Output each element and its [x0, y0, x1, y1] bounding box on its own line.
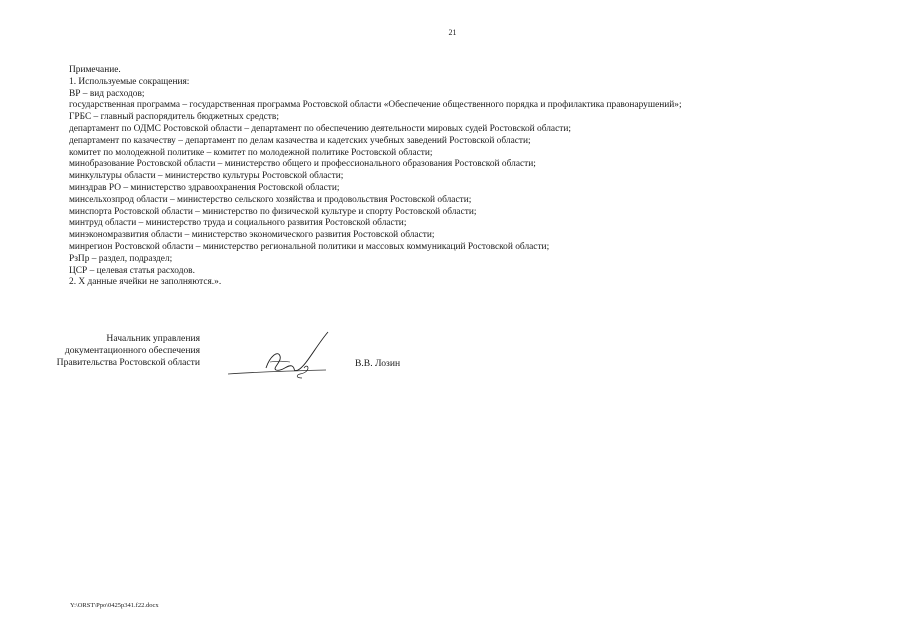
- notes-section: [69, 65, 869, 289]
- signer-name: В.В. Лозин: [355, 358, 401, 369]
- abbreviation-line: ВР – вид расходов;: [69, 88, 145, 99]
- abbreviations-heading: 1. Используемые сокращения:: [69, 76, 190, 87]
- abbreviation-line: минрегион Ростовской области – министерство региональной политики и массовых коммуникаций Ростовской области;: [69, 241, 550, 252]
- notes-heading: Примечание.: [69, 65, 121, 75]
- abbreviation-line: минкультуры области – министерство культуры Ростовской области;: [69, 171, 344, 182]
- abbreviation-line: департамент по казачеству – департамент по делам казачества и кадетских учебных заведений Ростовской области;: [69, 135, 531, 146]
- abbreviation-line: минобразование Ростовской области – министерство общего и профессионального образования Ростовской области;: [69, 159, 536, 170]
- abbreviation-line: ГРБС – главный распорядитель бюджетных средств;: [69, 112, 279, 123]
- abbreviation-line: департамент по ОДМС Ростовской области – департамент по обеспечению деятельности мировых судей Ростовской области;: [69, 123, 571, 134]
- file-path: Y:\ORST\Ppo\0425p341.f22.docx: [70, 602, 159, 609]
- page-number: 21: [448, 28, 457, 37]
- abbreviation-line: государственная программа – государственная программа Ростовской области «Обеспечение общественного порядка и профилактика правонарушений»;: [69, 100, 682, 111]
- abbreviation-line: минсельхозпрод области – министерство сельского хозяйства и продовольствия Ростовской области;: [69, 194, 472, 205]
- abbreviation-line: РзПр – раздел, подраздел;: [69, 253, 173, 264]
- abbreviation-line: минтруд области – министерство труда и социального развития Ростовской области;: [69, 218, 407, 229]
- abbreviation-line: минздрав РО – министерство здравоохранения Ростовской области;: [69, 182, 340, 193]
- signer-position-line: документационного обеспечения: [64, 345, 200, 357]
- abbreviation-line: минэкономразвития области – министерство экономического развития Ростовской области;: [69, 230, 435, 241]
- signer-position-line: Начальник управления: [106, 333, 200, 344]
- signer-position-line: Правительства Ростовской области: [56, 357, 200, 369]
- note-2-line: 2. Х данные ячейки не заполняются.».: [69, 277, 222, 288]
- abbreviation-line: минспорта Ростовской области – министерство по физической культуре и спорту Ростовской области;: [69, 206, 477, 217]
- abbreviation-line: комитет по молодежной политике – комитет по молодежной политике Ростовской области;: [69, 147, 433, 158]
- signer-position: [20, 333, 200, 370]
- handwritten-signature: [226, 328, 336, 380]
- abbreviation-line: ЦСР – целевая статья расходов.: [69, 265, 195, 276]
